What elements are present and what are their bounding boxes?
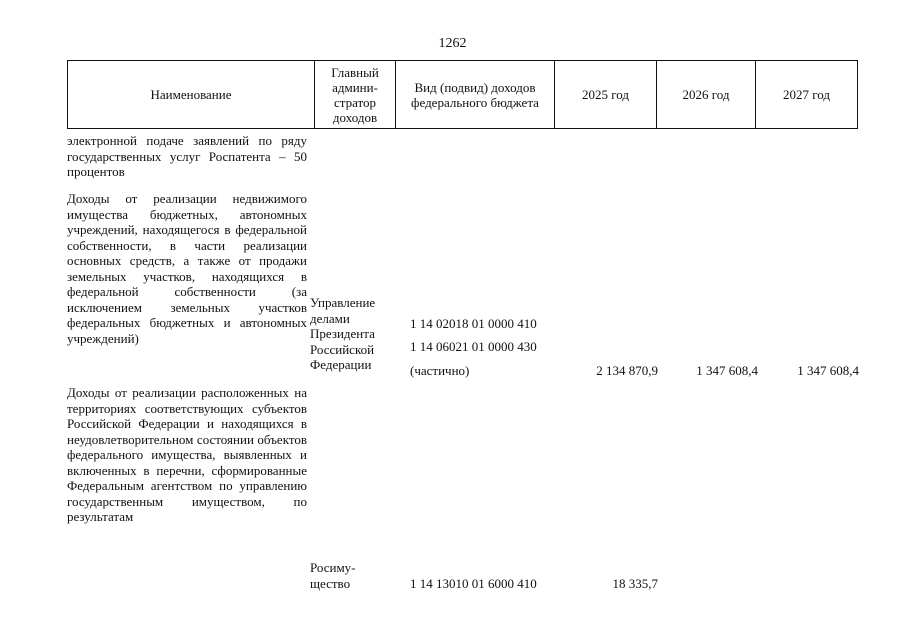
row-continuation-name: электронной подаче заявлений по ряду государственных услуг Роспатента – 50 процентов [67, 133, 307, 179]
col-header-2026: 2026 год [657, 61, 756, 129]
page-number: 1262 [438, 36, 467, 51]
row-real-estate-2026: 1 347 608,4 [696, 363, 758, 378]
row-federal-property-2025: 18 335,7 [612, 576, 658, 591]
col-header-2025: 2025 год [555, 61, 657, 129]
row-federal-property-admin: Росиму- щество [310, 560, 356, 591]
col-header-2027: 2027 год [756, 61, 858, 129]
row-real-estate-name: Доходы от реализации недвижимого имущества бюджетных, автономных учреждений, находящегося в федеральной собственности, в части реализации основных средств, а также от продажи земельных участков, находящихся в федеральной собственности (за исключением земельных участков федеральных бюджетных и автономных учреждений) [67, 191, 307, 346]
row-federal-property-code: 1 14 13010 01 6000 410 [410, 576, 537, 591]
row-federal-property-name: Доходы от реализации расположенных на территориях соответствующих субъектов Российской Федерации и находящихся в неудовлетворительном состоянии объектов федерального имущества, выявленных и включенных в перечни, сформированные Федеральным агентством по управлению государственным имуществом, по результатам [67, 385, 307, 524]
row-real-estate-2027: 1 347 608,4 [797, 363, 859, 378]
row-real-estate-code-1: 1 14 02018 01 0000 410 [410, 316, 537, 331]
row-real-estate-admin: Управление делами Президента Российской Федерации [310, 295, 376, 372]
col-header-admin: Главный админи- стратор доходов [315, 61, 396, 129]
col-header-name: Наименование [68, 61, 315, 129]
row-real-estate-code-note: (частично) [410, 363, 470, 378]
row-real-estate-2025: 2 134 870,9 [596, 363, 658, 378]
table-header [67, 60, 858, 129]
header-row [68, 61, 858, 129]
row-real-estate-code-2: 1 14 06021 01 0000 430 [410, 339, 537, 354]
col-header-code: Вид (подвид) доходов федерального бюджета [396, 61, 555, 129]
